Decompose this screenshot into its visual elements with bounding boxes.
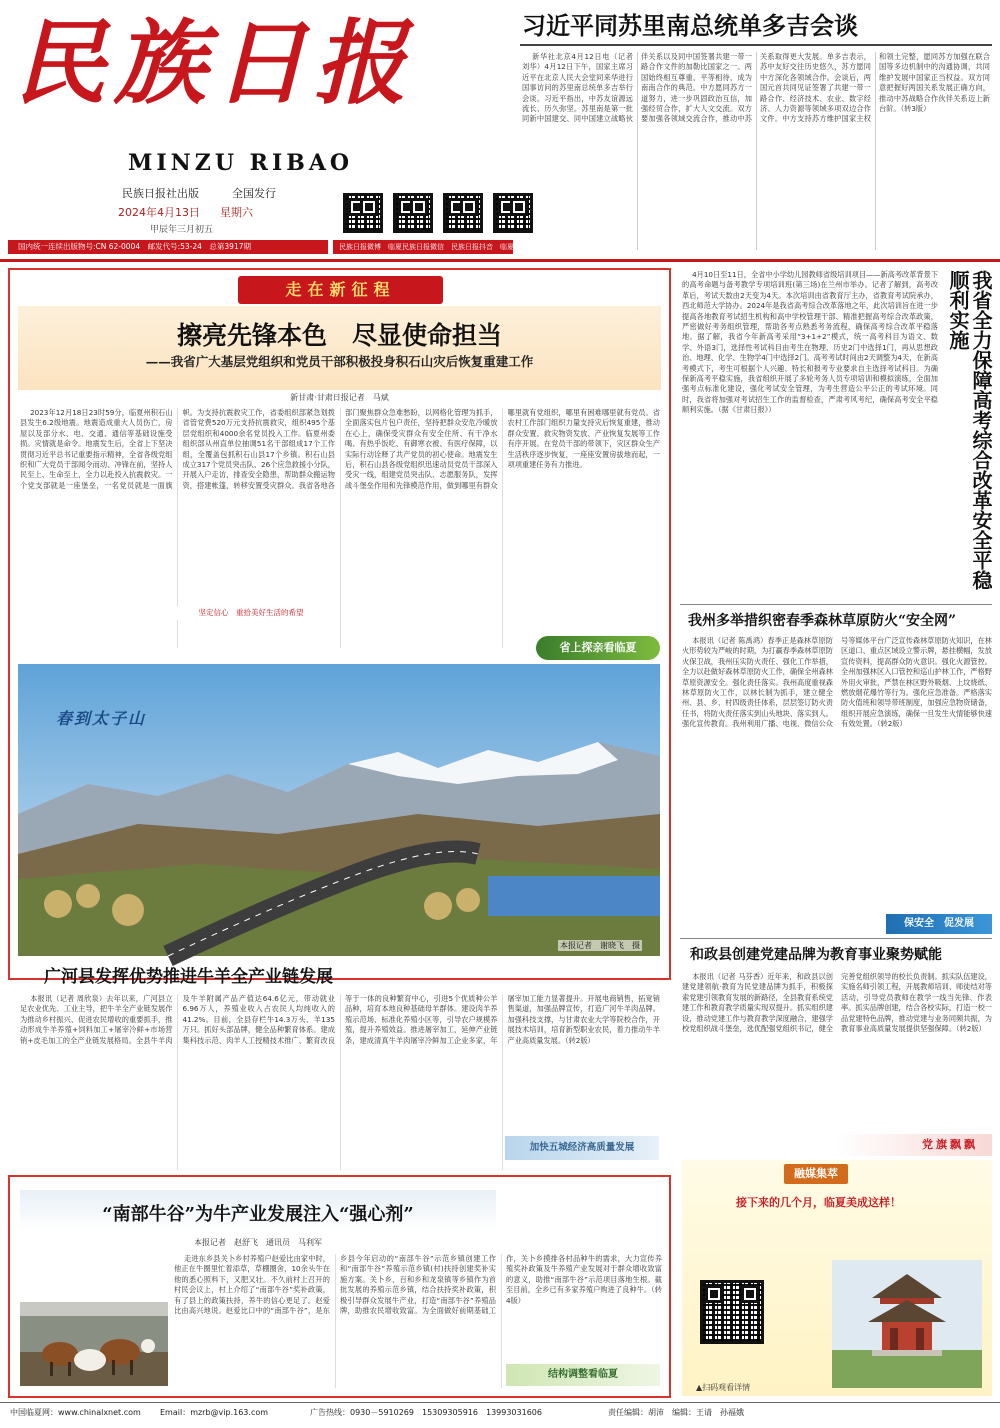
story-2-body: 本报讯（记者 周欣泉）去年以来，广河县立足农业优先、工业主导，把牛羊全产业链发展作为推动乡村振兴、促进农民增收的重要抓手，推动形成牛羊养殖+饲料加工+屠宰冷鲜+市场营销+皮毛加工的全产业链发展格局。全县牛羊肉及牛羊附属产品产值达64.6亿元，带动就业6.96万人，养殖业收入占农民人均纯收入的41.2%。目前，全县存栏牛14.3万头、羊135万只。抓好头部品牌，健全品种繁育体系。建成集科技示范、肉羊人工授精技术推广、繁育改良等于一体的良种繁育中心，引进5个优质种公羊品种，培育本地良种基础母羊群体。建设肉羊养殖示范场、标准化养殖小区等，引导农户规模养殖，提升养殖效益。推进屠宰加工，延伸产业链条，建成清真牛羊肉屠宰冷鲜加工企业多家，年屠宰加工能力显著提升。开展电商销售，拓宽销售渠道，加强品牌宣传，打造广河牛羊肉品牌。加强科技支撑，与甘肃农业大学等院校合作，开展技术培训，培育新型职业农民，着力推动牛羊产业高质量发展。（转2版） — [20, 994, 660, 1045]
issue-date: 2024年4月13日 — [118, 206, 200, 219]
section-banner: 走在新征程 — [238, 276, 443, 304]
main-story-subheadline: ——我省广大基层党组织和党员干部积极投身积石山灾后恢复重建工作 — [145, 354, 534, 369]
main-story-body: 2023年12月18日23时59分，临夏州积石山县发生6.2级地震。地震造成重大人员伤亡，房屋以及部分水、电、交通、通信等基础设施受损。灾情就是命令。地震发生后，全省上下坚决贯彻习近平总书记重要指示精神，全省各级党组织和广大党员干部闻令而动、冲锋在前，坚持人民至上、生命至上，全力以赴投入抗震救灾。一个党支部就是一座堡垒，一名党员就是一面旗帜。为支持抗震救灾工作，省委组织部紧急划拨省管党费520万元支持抗震救灾，组织495个基层党组织和4000余名党员投入工作。临夏州委组织部从州直单位抽调51名干部组成17个工作组，全覆盖包抓积石山县17个乡镇。积石山县成立317个党员突击队、26个应急救援小分队，开展入户走访，排查安全隐患，帮助群众搬运物资，搭建帐篷，转移安置受灾群众。我省各地各部门聚焦群众急难愁盼，以网格化管理为抓手，全面落实包片包户责任，坚持把群众安危冷暖放在心上，确保受灾群众有安全住所、有干净水喝、有热乎饭吃、有御寒衣被、有医疗保障，以实际行动诠释了共产党员的初心使命。地震发生后，积石山县各级党组织迅速动员党员干部深入受灾一线，组建党员突击队、志愿服务队，发挥战斗堡垒作用和先锋模范作用，做到哪里有群众哪里就有党组织，哪里有困难哪里就有党员。省农村工作部门组织力量支持灾后恢复重建，推动群众安置、救灾物资发放、产业恢复发展等工作有序开展。在党员干部的带领下，灾区群众生产生活秩序逐步恢复，一座座安置房拔地而起，一项项重建任务有力推进。 — [20, 408, 660, 490]
story-3-byline: 本报记者 赵舒飞 通讯员 马利军 — [194, 1238, 322, 1247]
ad-box-title: 融媒集萃 — [784, 1164, 848, 1184]
main-story-headline[interactable]: 擦亮先锋本色 尽显使命担当 — [176, 321, 502, 350]
ad-box-subtitle: 接下来的几个月，临夏美成这样！ — [736, 1196, 901, 1209]
footer-website[interactable]: 中国临夏网：www.chinalxnet.com — [10, 1408, 141, 1417]
footer-ad-hotline: 广告热线：0930－5910269 15309305916 13993031606 — [310, 1408, 542, 1417]
right-story-3-headline[interactable]: 和政县创建党建品牌为教育事业聚势赋能 — [690, 947, 942, 963]
publisher: 民族日报社出版 — [122, 187, 199, 200]
pavilion-illustration — [832, 1260, 982, 1388]
ad-badge-4[interactable]: 保安全 促发展 — [886, 914, 992, 934]
ad-box-qr-caption: ▲扫码观看详情 — [696, 1383, 751, 1392]
ad-badge-2[interactable]: 加快五城经济高质量发展 — [505, 1136, 659, 1160]
story-2-headline[interactable]: 广河县发挥优势推进牛羊全产业链发展 — [44, 967, 333, 987]
info-bar: 国内统一连续出版物号:CN 62-0004 邮发代号:53-24 总第3917期 — [8, 240, 328, 254]
story-3-body: 走进东乡县关卜乡村养殖户赵爱比由家中时，他正在牛圈里忙着添草，草棚圈舍，10余头牛在他的悉心照料下，又肥又壮。不久前村上召开的村民会议上，村上介绍了“南部牛谷”奖补政策，有了县上的政策扶持，养牛的信心更足了。赵爱比由高兴地说。赵爱比口中的“南部牛谷”，是东乡县今年启动的“南部牛谷”示范乡镇创建工作和“南部牛谷”养殖示范乡镇(村)扶持创建奖补实施方案。关卜乡、百和乡和龙泉镇等乡镇作为首批发展的养殖示范乡镇，结合扶持奖补政策，积极引导群众发展牛产业，打造“南部牛谷”养殖品牌，助推农民增收致富。为全面做好前期基础工作，关卜乡摸排各村品种牛的需求，大力宣传养殖奖补政策及牛养殖产业发展对于群众增收致富的意义，助推“南部牛谷”示范项目落地生根。截至目前，全乡已有多家养殖户购进了良种牛。（转4版） — [174, 1254, 662, 1316]
ad-box[interactable] — [682, 1160, 992, 1396]
qr-code-1[interactable] — [343, 193, 383, 233]
issue-weekday: 星期六 — [220, 206, 253, 219]
distribution: 全国发行 — [232, 187, 276, 200]
right-story-3-body: 本报讯（记者 马芬香）近年来，和政县以创建党建领航·教育为民党建品牌为抓手，积极探索党建引领教育发展的新路径，全县教育系统党建工作和教育教学质量实现双提升。抓实组织建设，推动党建工作与教育教学深度融合，建强学校党组织战斗堡垒，选优配强党组织书记，健全完善党组织领导的校长负责制。抓实队伍建设，实施名师引领工程，开展教师培训、师徒结对等活动，引导党员教师在教学一线当先锋、作表率。抓实品牌创建，结合各校实际，打造一校一品党建特色品牌，推动党建与业务同频共振，为教育事业高质量发展提供坚强保障。（转2版） — [682, 972, 992, 1034]
photo-credit: 本报记者 谢晓飞 摄 — [560, 941, 640, 950]
masthead-logo: 民族日报 — [14, 9, 415, 117]
footer-email[interactable]: Email：mzrb@vip.163.com — [160, 1408, 269, 1417]
lunar-date: 甲辰年三月初五 — [150, 225, 214, 235]
right-story-2-body: 本报讯（记者 陈禹鸿）春季正是森林草原防火形势较为严峻的时期，为打赢春季森林草原防火保卫战，我州压实防火责任、强化工作举措，全力以赴做好森林草原防火工作，确保全州森林草原资源安全。强化责任落实。我州高度重视森林草原防火工作，以林长制为抓手，建立健全州、县、乡、村四级责任体系，层层签订防火责任书，将防火责任落实到山头地块、落实到人。强化宣传教育。我州利用广播、电视、微信公众号等媒体平台广泛宣传森林草原防火知识，在林区道口、重点区域设立警示牌，悬挂横幅，发放宣传资料，提高群众防火意识。强化火源管控。全州加强林区入口管控和巡山护林工作，严格野外用火审批，严禁在林区野外吸烟、上坟烧纸、燃放烟花爆竹等行为。强化应急准备。严格落实防火值班和领导带班制度，加强应急物资储备，组织开展应急演练，确保一旦发生火情能够快速有效处置。（转2版） — [682, 636, 992, 729]
new-media-bar: 民族日报微博 临夏民族日报微信 民族日报抖音 临夏头条APP — [333, 240, 513, 254]
masthead-pinyin: MINZU RIBAO — [128, 150, 354, 176]
right-story-2-headline[interactable]: 我州多举措织密春季森林草原防火“安全网” — [688, 613, 957, 629]
qr-code-2[interactable] — [393, 193, 433, 233]
ad-box-qr[interactable] — [700, 1280, 764, 1344]
ad-badge-1[interactable]: 省上探亲看临夏 — [536, 636, 660, 660]
ad-badge-5[interactable]: 党旗飘飘 — [836, 1134, 992, 1156]
top-story-headline[interactable]: 习近平同苏里南总统单多吉会谈 — [522, 11, 858, 40]
main-story-byline: 新甘肃·甘肃日报记者 马斌 — [290, 393, 389, 402]
cattle-photo-image — [20, 1302, 168, 1386]
story-3-headline[interactable]: “南部牛谷”为牛产业发展注入“强心剂” — [102, 1204, 414, 1225]
right-vertical-headline[interactable]: 我省全力保障高考综合改革安全平稳顺利实施 — [946, 270, 993, 590]
qr-code-3[interactable] — [443, 193, 483, 233]
main-story-caption: 坚定信心 重拾美好生活的希望 — [176, 606, 326, 620]
cattle-photo[interactable] — [20, 1302, 168, 1386]
right-story-1-body: 4月10日至11日，全省中小学幼儿园教师省级培训项目——新高考改革背景下的高考命题与备考教学专项培训班(第三场)在兰州市举办。记者了解到，高考改革后，考试天数由2天变为4天。本次培训由省教育厅主办，省教育考试院承办，西北师范大学协办。2024年是我省高考综合改革落地之年，此次培训旨在进一步提高各地教育考试招生机构和高中学校管理干部、精准把握高考综合改革政策，严密做好考务组织管理，帮助各考点熟悉考务流程，确保高考综合改革平稳落地。据了解，我省今年新高考采用“3+1+2”模式，统一高考科目为语文、数学、外语3门，选择性考试科目由考生在物理、历史2门中选择1门，再从思想政治、地理、化学、生物学4门中选择2门。高考考试时间由2天调整为4天，在新高考模式下，考生可根据个人兴趣、特长和报考专业要求自主选择考试科目。为确保新高考平稳实施，我省组织开展了多轮考务人员专项培训和模拟演练，全面加强考点标准化建设，强化考试安全管理，为考生营造公平公正的考试环境。同时，我省将加强对考试招生工作的监督检查，严肃考风考纪，确保高考安全平稳顺利实施。（据《甘肃日报》） — [682, 270, 938, 415]
footer-editors: 责任编辑：胡沛 编辑：王请 孙福娥 — [608, 1408, 744, 1417]
ad-badge-3[interactable]: 结构调整看临夏 — [506, 1364, 660, 1386]
top-story-body: 新华社北京4月12日电（记者 刘华）4月12日下午，国家主席习近平在北京人民大会堂同来华进行国事访问的苏里南总统单多吉举行会谈。习近平指出，中苏友谊源远流长、历久弥坚。苏里南是第一批同新中国建交、同中国建立战略伙伴关系以及同中国签署共建一带一路合作文件的加勒比国家之一。两国始终相互尊重、平等相待，成为南南合作的典范。中方愿同苏方一道努力，进一步巩固政治互信，加强经贸合作，扩大人文交流。双方要加强各领域交流合作，推动中苏关系取得更大发展。单多吉表示，苏中友好交往历史悠久，苏方愿同中方深化各领域合作。会谈后，两国元首共同见证签署了共建一带一路合作、经济技术、农业、数字经济、人力资源等领域多项双边合作文件。中方支持苏方维护国家主权和领土完整，愿同苏方加强在联合国等多边机制中的沟通协调，共同维护发展中国家正当权益。双方同意把握好两国关系发展正确方向，推动中苏战略合作伙伴关系迈上新台阶。（转3版） — [522, 52, 990, 124]
photo-title: 春到太子山 — [56, 709, 147, 728]
